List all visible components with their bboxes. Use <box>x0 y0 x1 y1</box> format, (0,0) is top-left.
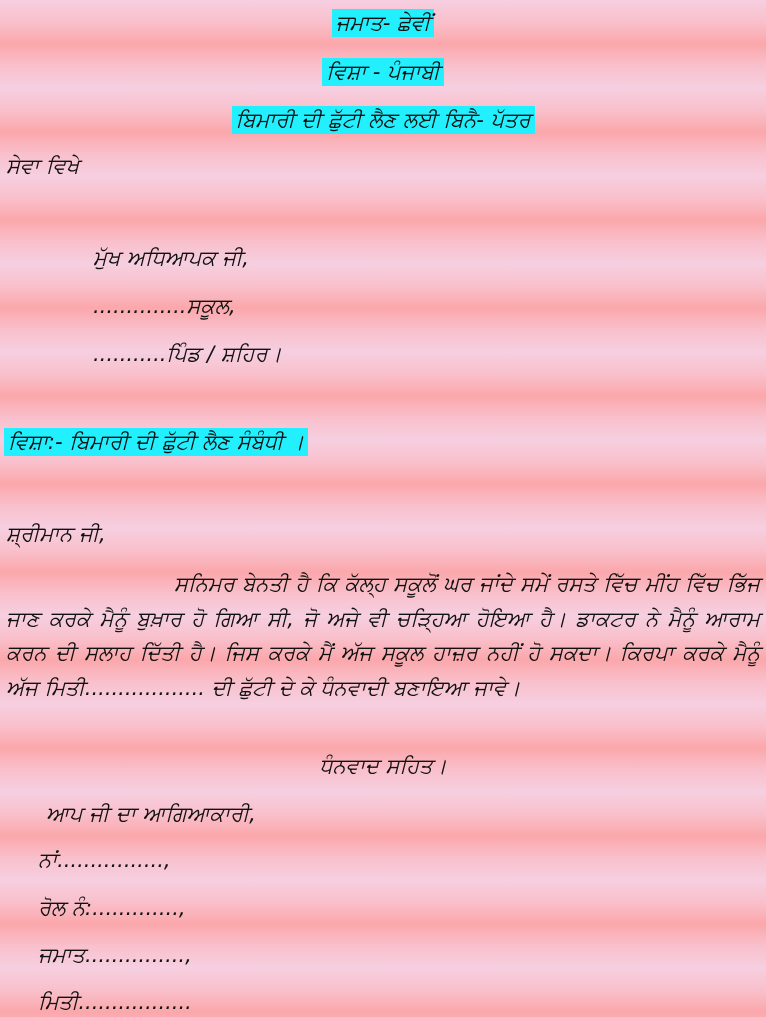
class-heading-text: ਜਮਾਤ- ਛੇਵੀਂ <box>332 9 434 37</box>
letter-subject-text: ਵਿਸ਼ਾ:- ਬਿਮਾਰੀ ਦੀ ਛੁੱਟੀ ਲੈਣ ਸੰਬੰਧੀ । <box>4 428 308 456</box>
date-field: ਮਿਤੀ................. <box>38 990 192 1014</box>
closing-thanks: ਧੰਨਵਾਦ ਸਹਿਤ। <box>319 754 447 778</box>
roll-number-field: ਰੋਲ ਨੰ:............., <box>38 896 186 920</box>
letter-subject <box>4 428 308 456</box>
address-line-city: ...........ਪਿੰਡ / ਸ਼ਹਿਰ। <box>93 342 282 366</box>
letter-body: ਸਨਿਮਰ ਬੇਨਤੀ ਹੈ ਕਿ ਕੱਲ੍ਹ ਸਕੂਲੋਂ ਘਰ ਜਾਂਦੇ ਸਮੇਂ ਰਸਤੇ ਵਿੱਚ ਮੀਂਹ ਵਿੱਚ ਭਿੱਜ ਜਾਣ ਕਰਕੇ ਮੈਨੂੰ ਬੁਖ਼ਾਰ ਹੋ ਗਿਆ ਸੀ, ਜੋ ਅਜੇ ਵੀ ਚੜ੍ਹਿਆ ਹੋਇਆ ਹੈ। ਡਾਕਟਰ ਨੇ ਮੈਨੂੰ ਆਰਾਮ ਕਰਨ ਦੀ ਸਲਾਹ ਦਿੱਤੀ ਹੈ। ਜਿਸ ਕਰਕੇ ਮੈਂ ਅੱਜ ਸਕੂਲ ਹਾਜ਼ਰ ਨਹੀਂ ਹੋ ਸਕਦਾ। ਕਿਰਪਾ ਕਰਕੇ ਮੈਨੂੰ ਅੱਜ ਮਿਤੀ.................. ਦੀ ਛੁੱਟੀ ਦੇ ਕੇ ਧੰਨਵਾਦੀ ਬਣਾਇਆ ਜਾਵੇ। <box>6 572 760 700</box>
subject-heading-text: ਵਿਸ਼ਾ - ਪੰਜਾਬੀ <box>322 58 444 86</box>
address-line-principal: ਮੁੱਖ ਅਧਿਆਪਕ ਜੀ, <box>93 246 249 270</box>
student-name-field: ਨਾਂ................, <box>38 848 171 872</box>
address-to: ਸੇਵਾ ਵਿਖੇ <box>6 154 80 178</box>
class-heading <box>0 9 766 37</box>
subject-heading <box>0 58 766 86</box>
letter-title <box>0 106 766 134</box>
address-line-school: ..............ਸਕੂਲ, <box>93 294 236 318</box>
class-field: ਜਮਾਤ..............., <box>38 943 192 967</box>
greeting: ਸ਼੍ਰੀਮਾਨ ਜੀ, <box>6 522 106 546</box>
closing-obedient: ਆਪ ਜੀ ਦਾ ਆਗਿਆਕਾਰੀ, <box>46 802 256 826</box>
letter-title-text: ਬਿਮਾਰੀ ਦੀ ਛੁੱਟੀ ਲੈਣ ਲਈ ਬਿਨੈ- ਪੱਤਰ <box>232 106 535 134</box>
